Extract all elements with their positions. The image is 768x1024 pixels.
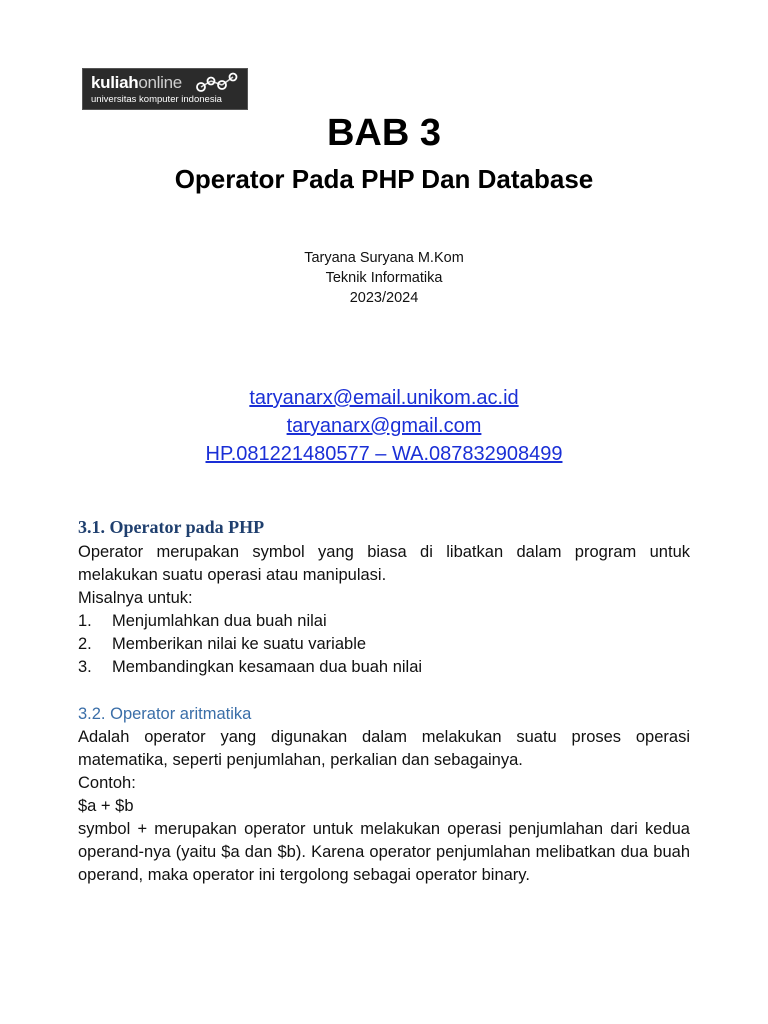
section-2-intro: Adalah operator yang digunakan dalam melakukan suatu proses operasi matematika, seperti penjumlahan, perkalian dan sebagainya. bbox=[78, 728, 690, 769]
example-code: $a + $b bbox=[78, 797, 134, 815]
logo-dots-icon bbox=[195, 72, 243, 94]
author-department: Teknik Informatika bbox=[325, 270, 443, 286]
section-1-lead: Misalnya untuk: bbox=[78, 589, 193, 607]
section-2-explanation: symbol + merupakan operator untuk melakukan operasi penjumlahan dari kedua operand-nya (yaitu $a dan $b). Karena operator penjumlahan melibatkan dua buah operand, maka operator ini tergolong sebagai operator binary. bbox=[78, 820, 690, 884]
phone-link[interactable]: HP.081221480577 – WA.087832908499 bbox=[205, 443, 563, 465]
section-1-heading: 3.1. Operator pada PHP bbox=[78, 517, 265, 537]
list-item bbox=[78, 633, 690, 656]
page-title: BAB 3 bbox=[326, 112, 442, 154]
list-item bbox=[78, 610, 690, 633]
kuliahonline-logo bbox=[82, 68, 248, 110]
section-2-heading: 3.2. Operator aritmatika bbox=[78, 705, 252, 723]
list-item-number: 1. bbox=[78, 612, 92, 630]
email-link-unikom[interactable]: taryanarx@email.unikom.ac.id bbox=[249, 387, 519, 409]
logo-tagline: universitas komputer indonesia bbox=[91, 94, 222, 105]
academic-year: 2023/2024 bbox=[349, 290, 419, 306]
main-content bbox=[78, 516, 690, 887]
list-item-text: Memberikan nilai ke suatu variable bbox=[112, 635, 367, 653]
logo-brand-part1: kuliah bbox=[91, 73, 139, 92]
section-1-intro: Operator merupakan symbol yang biasa di libatkan dalam program untuk melakukan suatu operasi atau manipulasi. bbox=[78, 543, 690, 584]
page-subtitle: Operator Pada PHP Dan Database bbox=[174, 164, 594, 194]
author-block bbox=[0, 248, 768, 308]
logo-brand bbox=[91, 73, 182, 93]
email-link-gmail[interactable]: taryanarx@gmail.com bbox=[286, 415, 482, 437]
section-1-list bbox=[78, 610, 690, 679]
logo-brand-part2: online bbox=[138, 73, 182, 92]
list-item-text: Menjumlahkan dua buah nilai bbox=[112, 612, 327, 630]
list-item-number: 2. bbox=[78, 635, 92, 653]
author-name: Taryana Suryana M.Kom bbox=[304, 250, 464, 266]
example-label: Contoh: bbox=[78, 774, 136, 792]
list-item bbox=[78, 656, 690, 679]
list-item-text: Membandingkan kesamaan dua buah nilai bbox=[112, 658, 423, 676]
list-item-number: 3. bbox=[78, 658, 92, 676]
section-spacer bbox=[78, 679, 690, 703]
contact-block bbox=[0, 384, 768, 468]
